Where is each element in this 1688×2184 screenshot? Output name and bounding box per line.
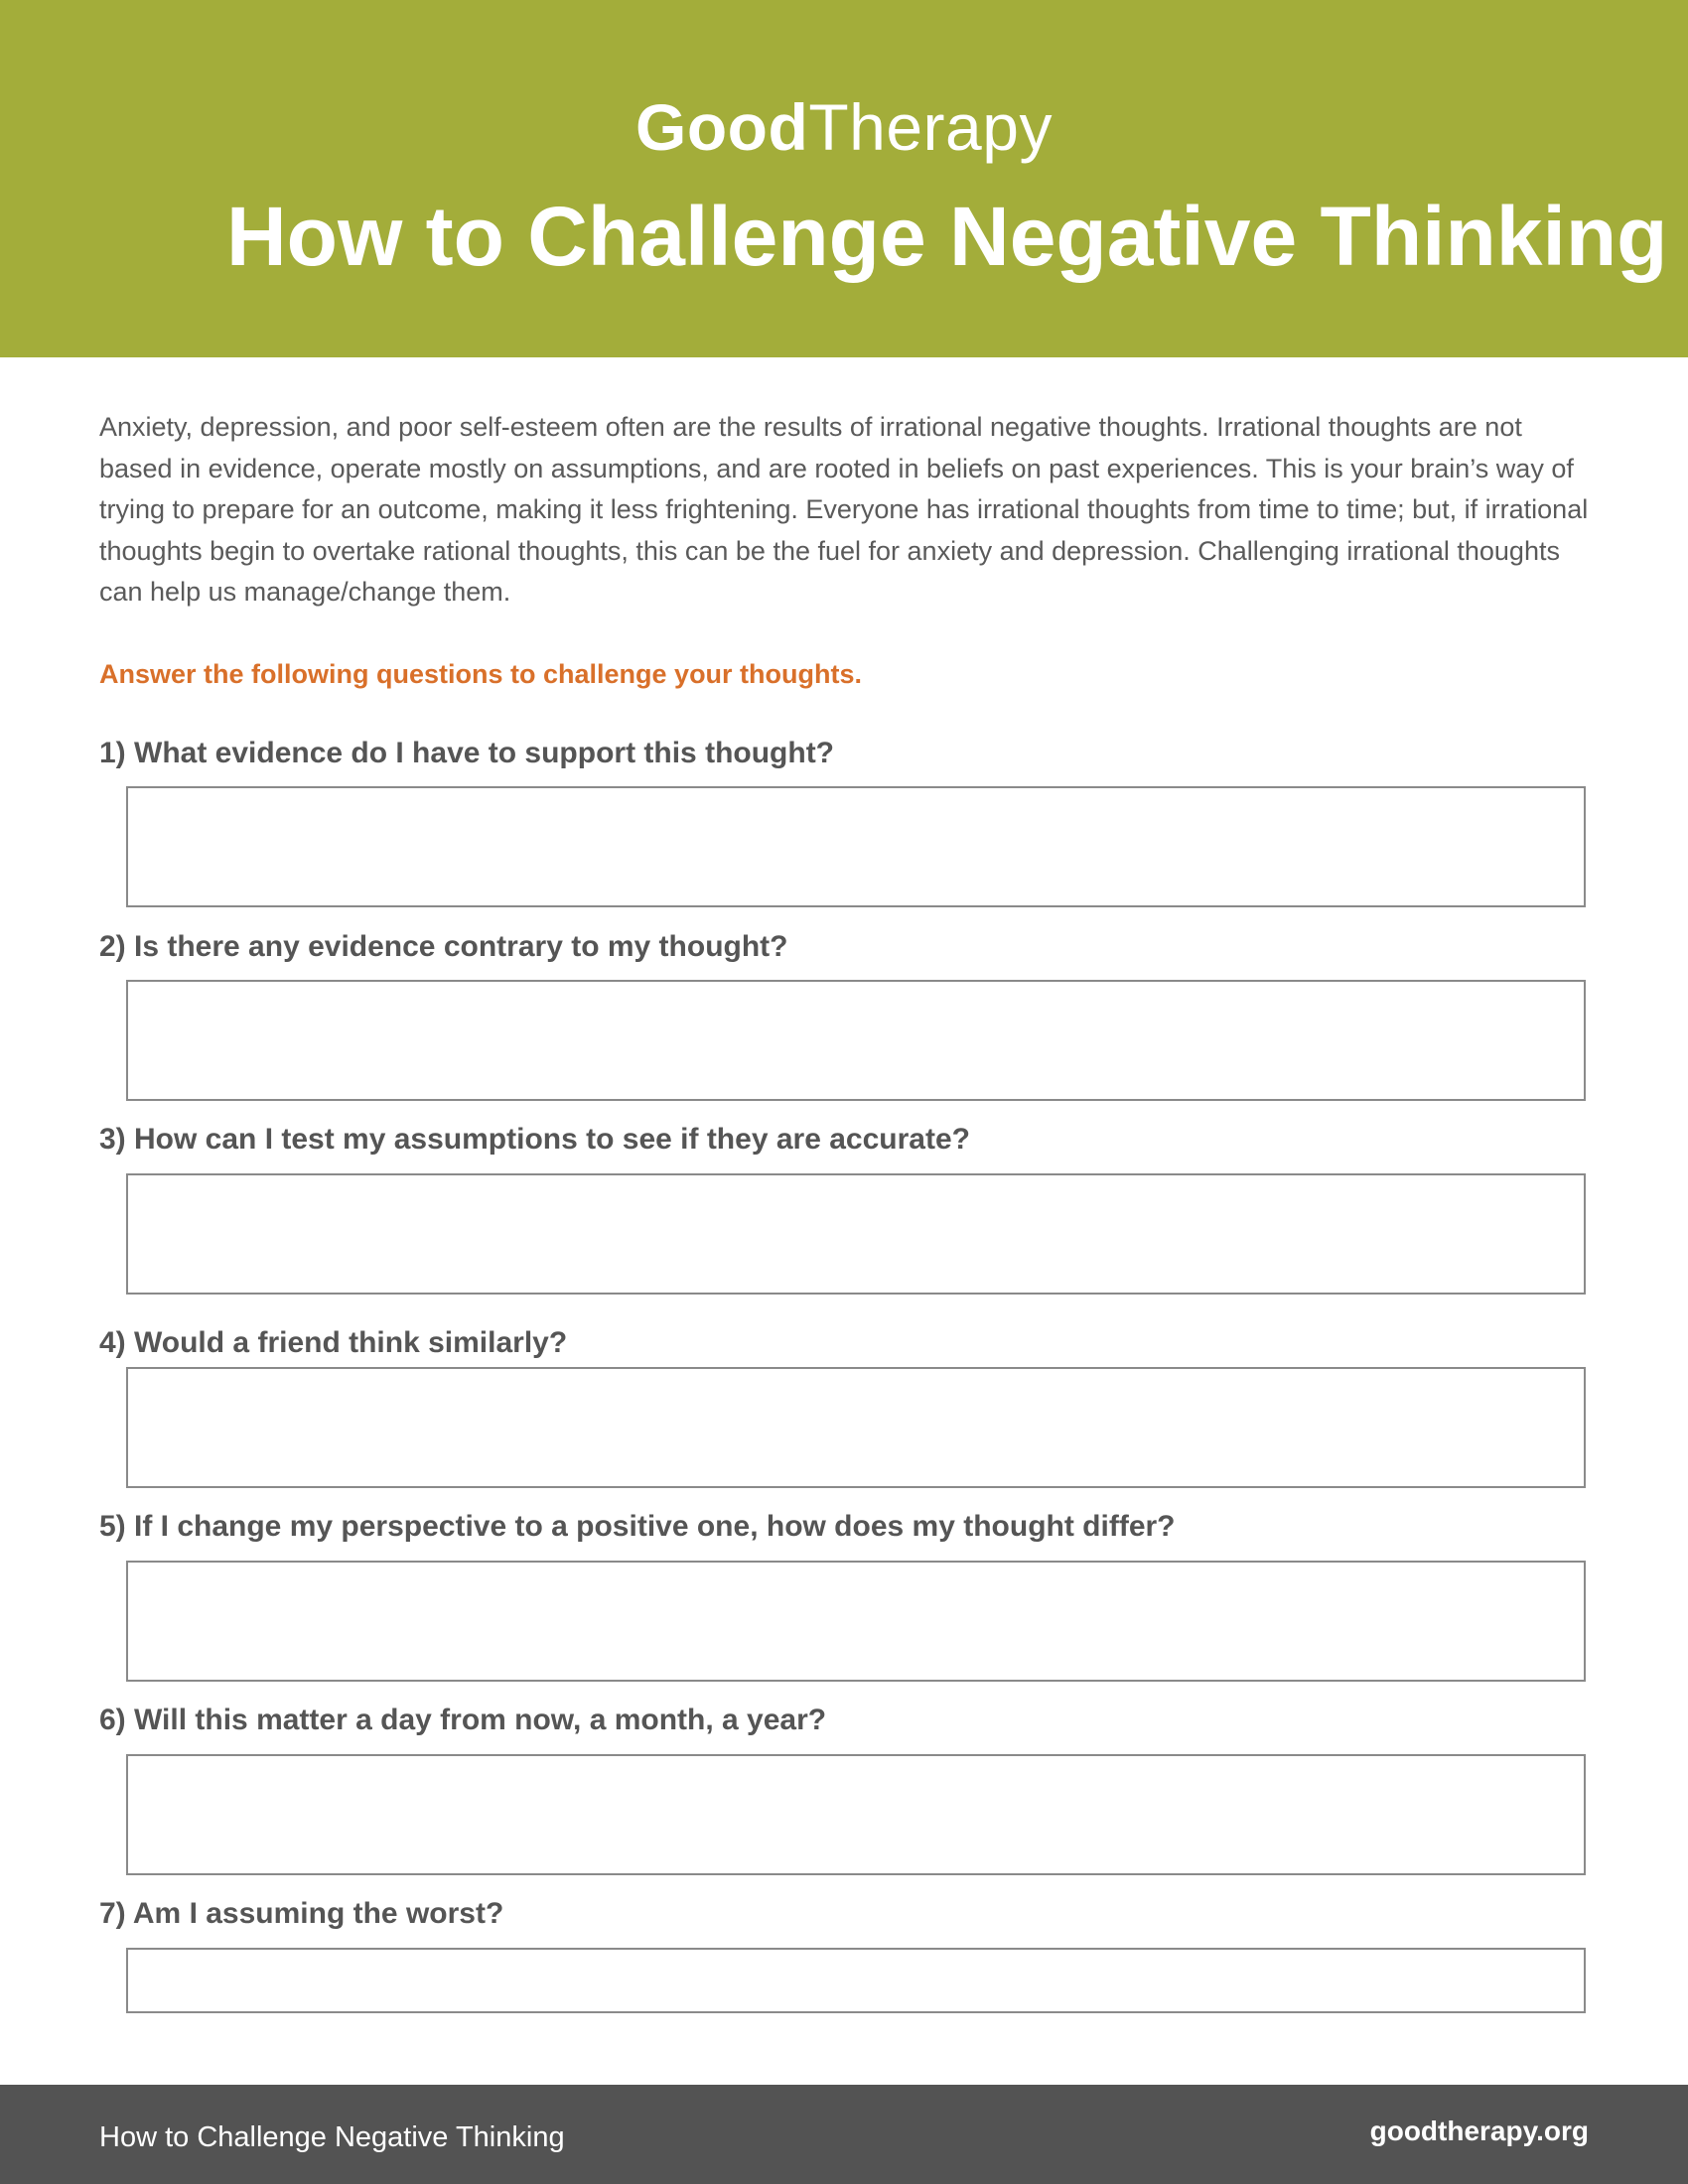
intro-paragraph: Anxiety, depression, and poor self-esteem often are the results of irrational negative thoughts. Irrational thoughts are not based in evidence, operate mostly on assumptions, and are rooted in beliefs on past experiences. This is your brain’s way of trying to prepare for an outcome, making it less frightening. Everyone has irrational thoughts from time to time; but, if irrational thoughts begin to overtake rational thoughts, this can be the fuel for anxiety and depression. Challenging irrational thoughts can help us manage/change them.	[99, 412, 1589, 607]
brand-bold: Good	[635, 90, 809, 164]
question-1-label: 1) What evidence do I have to support this thought?	[99, 737, 835, 769]
footer-title: How to Challenge Negative Thinking	[99, 2121, 565, 2153]
answer-box-1[interactable]	[126, 786, 1586, 907]
brand-logo	[0, 91, 1688, 163]
footer-website-link[interactable]: goodtherapy.org	[1369, 2116, 1589, 2146]
instruction-text: Answer the following questions to challenge your thoughts.	[99, 659, 863, 689]
brand-light: Therapy	[808, 90, 1053, 164]
answer-box-2[interactable]	[126, 980, 1586, 1101]
question-2-label: 2) Is there any evidence contrary to my thought?	[99, 930, 788, 963]
question-5-label: 5) If I change my perspective to a positive one, how does my thought differ?	[99, 1510, 1176, 1543]
question-4-label: 4) Would a friend think similarly?	[99, 1326, 568, 1359]
question-3-label: 3) How can I test my assumptions to see if they are accurate?	[99, 1123, 970, 1156]
answer-box-4[interactable]	[126, 1367, 1586, 1488]
answer-box-7[interactable]	[126, 1948, 1586, 2013]
answer-box-3[interactable]	[126, 1173, 1586, 1295]
answer-box-5[interactable]	[126, 1561, 1586, 1682]
question-6-label: 6) Will this matter a day from now, a month, a year?	[99, 1704, 827, 1736]
page-title: How to Challenge Negative Thinking	[226, 190, 1668, 283]
header-banner	[0, 0, 1688, 357]
question-7-label: 7) Am I assuming the worst?	[99, 1897, 504, 1930]
answer-box-6[interactable]	[126, 1754, 1586, 1875]
